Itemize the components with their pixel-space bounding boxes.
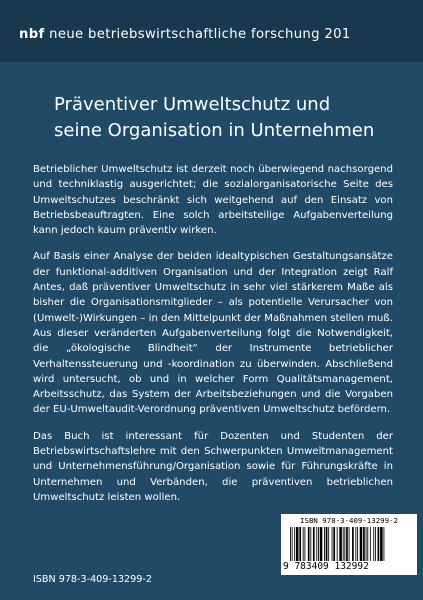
blurb-text bbox=[33, 162, 393, 516]
series-banner bbox=[0, 0, 423, 62]
barcode-label bbox=[281, 514, 417, 575]
barcode-icon bbox=[290, 527, 408, 561]
blurb-paragraph-1: Betrieblicher Umweltschutz ist derzeit noch überwiegend nachsorgend und techniklastig ausgerichtet; die sozialorganisatorische Seite des Umweltschutzes beschränkt sich weitgehend auf den Einsatz von Betriebsbeauftragten. Eine solch arbeitsteilige Aufgabenverteilung kann jedoch kaum präventiv wirken. bbox=[33, 164, 393, 237]
book-title bbox=[54, 92, 374, 144]
barcode-isbn: ISBN 978-3-409-13299-2 bbox=[300, 516, 398, 525]
title-line-1: Präventiver Umweltschutz und bbox=[54, 94, 331, 115]
blurb-paragraph-3: Das Buch ist interessant für Dozenten und Studenten der Betriebswirtschaftslehre mit den Schwerpunkten Umweltmanagement und Unternehmensführung/Organisation sowie für Führungskräfte in Unternehmen und Verbänden, die präventiven betrieblichen Umweltschutz leisten wollen. bbox=[33, 430, 393, 503]
series-line bbox=[19, 27, 351, 42]
blurb-paragraph-2: Auf Basis einer Analyse der beiden idealtypischen Gestaltungsansätze der funktional-additiven Organisation und der Integration zeigt Ralf Antes, daß präventiver Umweltschutz in sehr viel stärkerem Maße als bisher die Organisationsmitglieder – als potentielle Verursacher von (Umwelt-)Wirkungen – in den Mittelpunkt der Maßnahmen stellen muß. Aus dieser veränderten Aufgabenverteilung folgt die Notwendigkeit, die „ökologische Blindheit“ der Instrumente betrieblicher Verhaltenssteuerung und -koordination zu überwinden. Abschließend wird untersucht, ob und in welcher Form Qualitätsmanagement, Arbeitsschutz, das System der Arbeitsbeziehungen und die Vorgaben der EU-Umweltaudit-Verordnung präventiven Umweltschutz befördern. bbox=[33, 251, 393, 416]
barcode-digits: 9 783409 132992 bbox=[283, 561, 369, 572]
title-line-2: seine Organisation in Unternehmen bbox=[54, 120, 375, 141]
series-abbreviation: nbf bbox=[19, 27, 45, 42]
series-name: neue betriebswirtschaftliche forschung 201 bbox=[49, 27, 351, 42]
isbn-number: ISBN 978-3-409-13299-2 bbox=[33, 574, 152, 585]
